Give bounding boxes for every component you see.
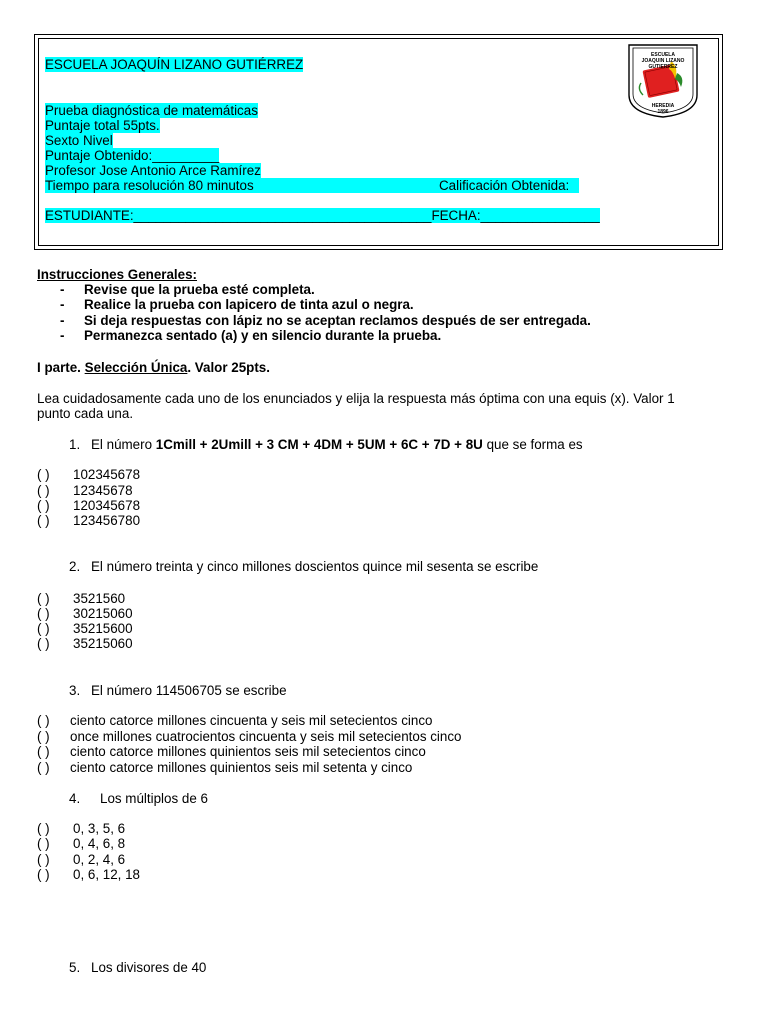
- school-name: ESCUELA JOAQUÍN LIZANO GUTIÉRREZ: [45, 57, 304, 72]
- logo-text-4: HEREDIA: [651, 103, 675, 109]
- header-box: [34, 34, 723, 250]
- score-obtained: Puntaje Obtenido:_________: [45, 148, 220, 163]
- header-inner-border: [38, 38, 719, 246]
- question-1: 1. El número 1Cmill + 2Umill + 3 CM + 4DM + 5UM + 6C + 7D + 8U que se forma es: [69, 437, 583, 452]
- option-q1-b[interactable]: ( ) 12345678: [37, 483, 133, 498]
- logo-text-3: GUTIERREZ: [648, 64, 678, 70]
- question-5: 5. Los divisores de 40: [69, 960, 207, 975]
- option-q3-b[interactable]: ( ) once millones cuatrocientos cincuenta y seis mil setecientos cinco: [37, 729, 462, 744]
- instruction-item: - Permanezca sentado (a) y en silencio durante la prueba.: [60, 328, 442, 343]
- question-2: 2. El número treinta y cinco millones doscientos quince mil sesenta se escribe: [69, 559, 539, 574]
- instructions-title: Instrucciones Generales:: [37, 267, 198, 282]
- instruction-item: - Realice la prueba con lapicero de tinta azul o negra.: [60, 297, 414, 312]
- option-q2-a[interactable]: ( ) 3521560: [37, 591, 126, 606]
- option-q2-b[interactable]: ( ) 30215060: [37, 606, 133, 621]
- question-4: 4. Los múltiplos de 6: [69, 791, 208, 806]
- test-title: Prueba diagnóstica de matemáticas: [45, 103, 258, 118]
- option-q1-c[interactable]: ( ) 120345678: [37, 498, 141, 513]
- option-q3-a[interactable]: ( ) ciento catorce millones cincuenta y seis mil setecientos cinco: [37, 713, 433, 728]
- grade-label: Calificación Obtenida:: [439, 178, 570, 193]
- option-q1-a[interactable]: ( ) 102345678: [37, 467, 141, 482]
- option-q4-c[interactable]: ( ) 0, 2, 4, 6: [37, 852, 126, 867]
- instruction-item: - Si deja respuestas con lápiz no se aceptan reclamos después de ser entregada.: [60, 313, 591, 328]
- option-q2-c[interactable]: ( ) 35215600: [37, 621, 133, 636]
- option-q3-c[interactable]: ( ) ciento catorce millones quinientos seis mil setecientos cinco: [37, 744, 426, 759]
- option-q2-d[interactable]: ( ) 35215060: [37, 636, 133, 651]
- logo-text-1: ESCUELA: [651, 52, 675, 58]
- part1-heading: I parte. Selección Única. Valor 25pts.: [37, 360, 270, 375]
- part1-description-line1: Lea cuidadosamente cada uno de los enunciados y elija la respuesta más óptima con una equis (x). Valor 1: [37, 391, 675, 406]
- teacher: Profesor Jose Antonio Arce Ramírez: [45, 163, 261, 178]
- instruction-item: - Revise que la prueba esté completa.: [60, 282, 315, 297]
- logo-text-2: JOAQUIN LIZANO: [641, 58, 685, 64]
- logo-text-5: 1896: [657, 109, 669, 115]
- level: Sexto Nivel: [45, 133, 113, 148]
- total-score: Puntaje total 55pts.: [45, 118, 160, 133]
- school-logo: [627, 43, 699, 119]
- part1-description-line2: punto cada una.: [37, 406, 134, 421]
- question-3: 3. El número 114506705 se escribe: [69, 683, 287, 698]
- student-row: ESTUDIANTE:________________________________________FECHA:________________: [45, 208, 600, 223]
- option-q4-b[interactable]: ( ) 0, 4, 6, 8: [37, 836, 126, 851]
- option-q4-a[interactable]: ( ) 0, 3, 5, 6: [37, 821, 126, 836]
- option-q3-d[interactable]: ( ) ciento catorce millones quinientos seis mil setenta y cinco: [37, 760, 413, 775]
- option-q4-d[interactable]: ( ) 0, 6, 12, 18: [37, 867, 141, 882]
- option-q1-d[interactable]: ( ) 123456780: [37, 513, 141, 528]
- time-row: Tiempo para resolución 80 minutos Calificación Obtenida:: [45, 178, 579, 193]
